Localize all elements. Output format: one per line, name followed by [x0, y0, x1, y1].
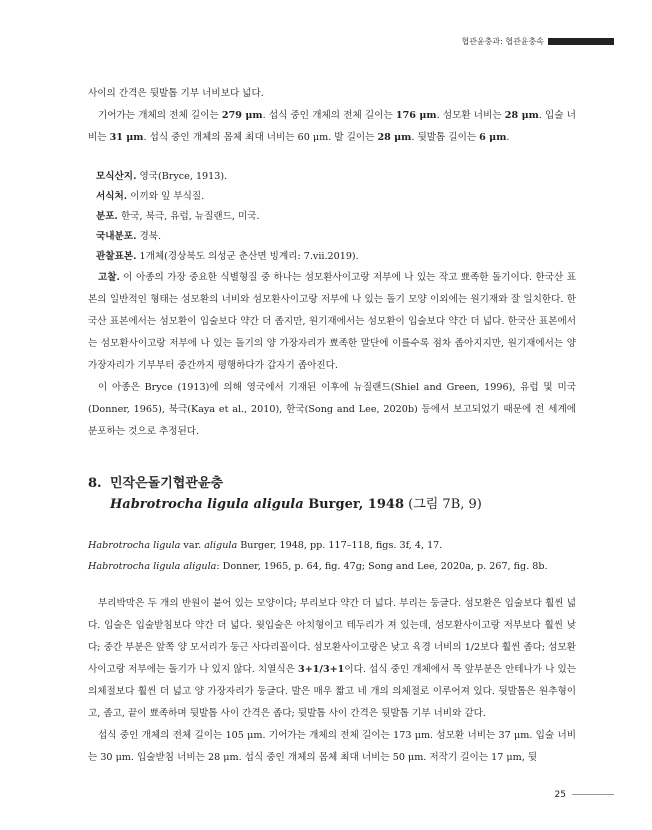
domestic-distribution: 국내분포. 경북. — [96, 231, 162, 242]
habitat: 서식처. 이끼와 잎 부식질. — [96, 191, 205, 202]
material-examined: 관찰표본. 1개체(경상북도 의성군 춘산면 빙계리: 7.vii.2019). — [96, 251, 359, 262]
distribution: 분포. 한국, 북극, 유럽, 뉴질랜드, 미국. — [96, 211, 260, 222]
section-heading: 8. 민작은돌기협관윤충 — [88, 476, 224, 491]
remarks-paragraph: 고찰. 이 아종의 가장 중요한 식별형질 중 하나는 섬모환사이고랑 저부에 나 있는 작고 뾰족한 돌기이다. 한국산 표본의 일반적인 형태는 섬모환의 너비와 섬모환사이고랑 저부에 나 있는 돌기 모양 이외에는 원기재와 잘 일치한다. 한국산 표본에서는 섬모환이 입술보다 약간 더 좁지만, 원기재에서는 섬모환이 입술보다 약간 더 넓다. 한국산 표본에서는 섬모환사이고랑 저부에 나 있는 돌기의 양 가장자리가 뾰족한 말단에 이를수록 점차 좁아지지만, 원기재에서는 양 가장자리가 기부부터 중간까지 평행하다가 갑자기 좁아진다. — [88, 272, 576, 371]
header-bar — [548, 38, 614, 45]
scientific-name: Habrotrocha ligula aligula — [110, 497, 304, 512]
description-paragraph: 부리박막은 두 개의 반원이 붙어 있는 모양이다; 부리보다 약간 더 넓다. 부리는 둥글다. 섬모환은 입술보다 훨씬 넓다. 입술은 입술받침보다 약간 더 넓다. 윗입술은 아치형이고 테두리가 져 있는데, 섬모환사이고랑 저부보다 훨씬 낮다; 중간 부분은 앞쪽 양 모서리가 둥근 사다리꼴이다. 섬모환사이고랑은 낮고 육경 너비의 1/2보다 훨씬 좁다; 섬모환사이고랑 저부에는 돌기가 나 있지 않다. 치열식은 3+1/3+1이다. 섭식 중인 개체에서 목 앞부분은 안테나가 나 있는 의체절보다 훨씬 더 넓고 양 가장자리가 둥글다. 발은 매우 짧고 네 개의 의체절로 이루어져 있다. 뒷발톱은 원추형이고, 좁고, 끝이 뾰족하며 뒷발톱 사이 간격은 좁다; 뒷발톱 사이 간격은 뒷발톱 기부 너비와 같다. — [88, 598, 577, 719]
synonymy-list — [88, 535, 576, 577]
figure-ref: (그림 7B, 9) — [403, 497, 482, 512]
running-header: 협관윤충과: 협관윤충속 — [461, 37, 544, 46]
paragraph-continuation: 사이의 간격은 뒷발톱 기부 너비보다 넓다. — [88, 88, 264, 99]
measurements-paragraph: 기어가는 개체의 전체 길이는 279 μm. 섭식 중인 개체의 전체 길이는 176 μm. 섬모환 너비는 28 μm. 입술 너비는 31 μm. 섭식 중인 개체의 몸체 최대 너비는 60 μm. 발 길이는 28 μm. 뒷발톱 길이는 6 μm. — [88, 110, 576, 143]
korean-species-name: 민작은돌기협관윤충 — [110, 476, 224, 491]
type-locality: 모식산지. 영국(Bryce, 1913). — [96, 171, 228, 182]
page-number: 25 — [554, 790, 566, 800]
scientific-name-line: Habrotrocha ligula aligula Burger, 1948 (그림 7B, 9) — [110, 497, 482, 512]
footer-rule — [572, 794, 614, 795]
description-measurements: 섭식 중인 개체의 전체 길이는 105 μm. 기어가는 개체의 전체 길이는 173 μm. 섬모환 너비는 37 μm. 입술 너비는 30 μm. 입술받침 너비는 28 μm. 섭식 중인 개체의 몸체 최대 너비는 50 μm. 저작기 길이는 17 μm, 뒷 — [88, 730, 576, 763]
synonym-entry: Habrotrocha ligula aligula: Donner, 1965, p. 64, fig. 47g; Song and Lee, 2020a, p. 267, fig. 8b. — [88, 561, 548, 572]
distribution-remarks: 이 아종은 Bryce (1913)에 의해 영국에서 기재된 이후에 뉴질랜드(Shiel and Green, 1996), 유럽 및 미국(Donner, 1965), 북극(Kaya et al., 2010), 한국(Song and Lee, 2020b) 등에서 보고되었기 때문에 전 세계에 분포하는 것으로 추정된다. — [88, 382, 576, 437]
page-body — [88, 83, 576, 769]
synonym-entry: Habrotrocha ligula var. aligula Burger, 1948, pp. 117–118, figs. 3f, 4, 17. — [88, 540, 443, 551]
